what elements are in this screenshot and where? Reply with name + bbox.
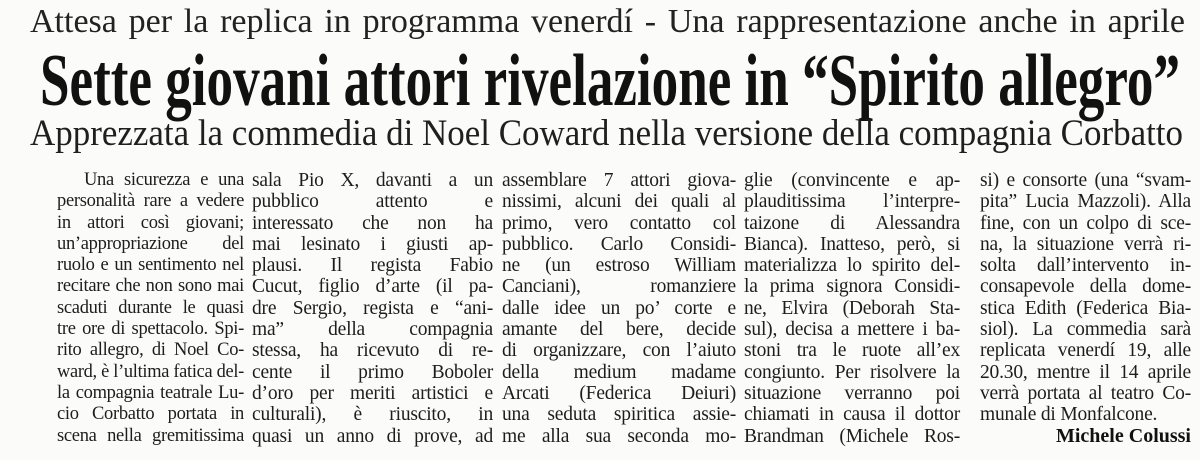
text-line: plausi. Il regista Fabio: [252, 255, 493, 277]
text-line: taizone di Alessandra: [744, 212, 960, 234]
text-line: pubblico. Carlo Considi-: [502, 233, 736, 255]
text-line: Bianca). Inatteso, però, si: [744, 233, 960, 255]
text-line: mai lesinato i giusti ap-: [252, 233, 493, 255]
text-line: in attori così giovani;: [57, 212, 244, 233]
text-line: una seduta spiritica assie-: [502, 404, 736, 426]
text-line: ma” della compagnia: [252, 319, 493, 341]
text-line: dalle idee un po’ corte e: [502, 297, 736, 319]
text-line: ne (un estroso William: [502, 255, 736, 277]
article-column-2: [252, 170, 493, 447]
text-line: fine, con un colpo di sce-: [980, 212, 1191, 234]
text-line: quasi un anno di prove, ad: [252, 425, 493, 447]
text-line: situazione verranno poi: [744, 382, 960, 404]
text-line: ruolo e un sentimento nel: [57, 255, 244, 276]
text-line: stessa, ha ricevuto di re-: [252, 340, 493, 362]
text-line: pita” Lucia Mazzoli). Alla: [980, 191, 1191, 213]
text-line: replicata venerdí 19, alle: [980, 340, 1191, 362]
text-line: cio Corbatto portata in: [57, 404, 244, 425]
text-line: glie (convincente e ap-: [744, 170, 960, 191]
text-line: ne, Elvira (Deborah Sta-: [744, 297, 960, 319]
text-line: nissimi, alcuni dei quali al: [502, 191, 736, 213]
text-line: rito allegro, di Noel Co-: [57, 340, 244, 361]
text-line: si) e consorte (una “svam-: [980, 170, 1191, 191]
text-line: recitare che non sono mai: [57, 276, 244, 297]
text-line: Canciani), romanziere: [502, 276, 736, 298]
article-column-5: [980, 170, 1191, 447]
text-line: interessato che non ha: [252, 212, 493, 234]
text-line: 20.30, mentre il 14 aprile: [980, 361, 1191, 383]
article-column-1: [57, 170, 244, 447]
author-byline: Michele Colussi: [1056, 424, 1191, 447]
text-line: stica Edith (Federica Bia-: [980, 297, 1191, 319]
text-line: Una sicurezza e una: [84, 170, 244, 190]
text-line: Cucut, figlio d’arte (il pa-: [252, 276, 493, 298]
text-line: materializza lo spirito del-: [744, 255, 960, 277]
text-line: amante del bere, decide: [502, 319, 736, 341]
kicker: Attesa per la replica in programma venerdí - Una rappresentazione anche in aprile: [30, 3, 1185, 40]
text-line: assemblare 7 attori giova-: [502, 170, 736, 191]
text-line: me alla sua seconda mo-: [502, 425, 736, 447]
text-line: scaduti durante le quasi: [57, 297, 244, 318]
text-line: plauditissima l’interpre-: [744, 191, 960, 213]
text-line: d’oro per meriti artistici e: [252, 382, 493, 404]
text-line: dre Sergio, regista e “ani-: [252, 297, 493, 319]
text-line: munale di Monfalcone.: [980, 404, 1158, 426]
text-line: ward, è l’ultima fatica del-: [57, 361, 244, 382]
article-column-4: [744, 170, 960, 447]
text-line: della medium madame: [502, 361, 736, 383]
text-line: Arcati (Federica Deiuri): [502, 382, 736, 404]
text-line: verrà portata al teatro Co-: [980, 382, 1191, 404]
text-line: Brandman (Michele Ros-: [744, 425, 960, 447]
subheadline: Apprezzata la commedia di Noel Coward nella versione della compagnia Corbatto: [30, 113, 1183, 154]
headline: Sette giovani attori rivelazione in “Spirito allegro”: [40, 40, 1180, 122]
text-line: primo, vero contatto col: [502, 212, 736, 234]
text-line: siol). La commedia sarà: [980, 319, 1191, 341]
text-line: cente il primo Boboler: [252, 361, 493, 383]
text-line: pubblico attento e: [252, 191, 493, 213]
text-line: un’appropriazione del: [57, 233, 244, 254]
text-line: la prima signora Considi-: [744, 276, 960, 298]
text-line: tre ore di spettacolo. Spi-: [57, 319, 244, 340]
text-line: personalità rare a vedere: [57, 191, 244, 212]
article-column-3: [502, 170, 736, 447]
text-line: chiamati in causa il dottor: [744, 404, 960, 426]
text-line: scena nella gremitissima: [57, 425, 244, 446]
text-line: sala Pio X, davanti a un: [252, 170, 493, 191]
text-line: stoni tra le ruote all’ex: [744, 340, 960, 362]
text-line: sul), decisa a mettere i ba-: [744, 319, 960, 341]
text-line: culturali), è riuscito, in: [252, 404, 493, 426]
text-line: la compagnia teatrale Lu-: [57, 382, 244, 403]
text-line: di organizzare, con l’aiuto: [502, 340, 736, 362]
text-line: solta dall’intervento in-: [980, 255, 1191, 277]
text-line: na, la situazione verrà ri-: [980, 233, 1191, 255]
text-line: consapevole della dome-: [980, 276, 1191, 298]
text-line: congiunto. Per risolvere la: [744, 361, 960, 383]
